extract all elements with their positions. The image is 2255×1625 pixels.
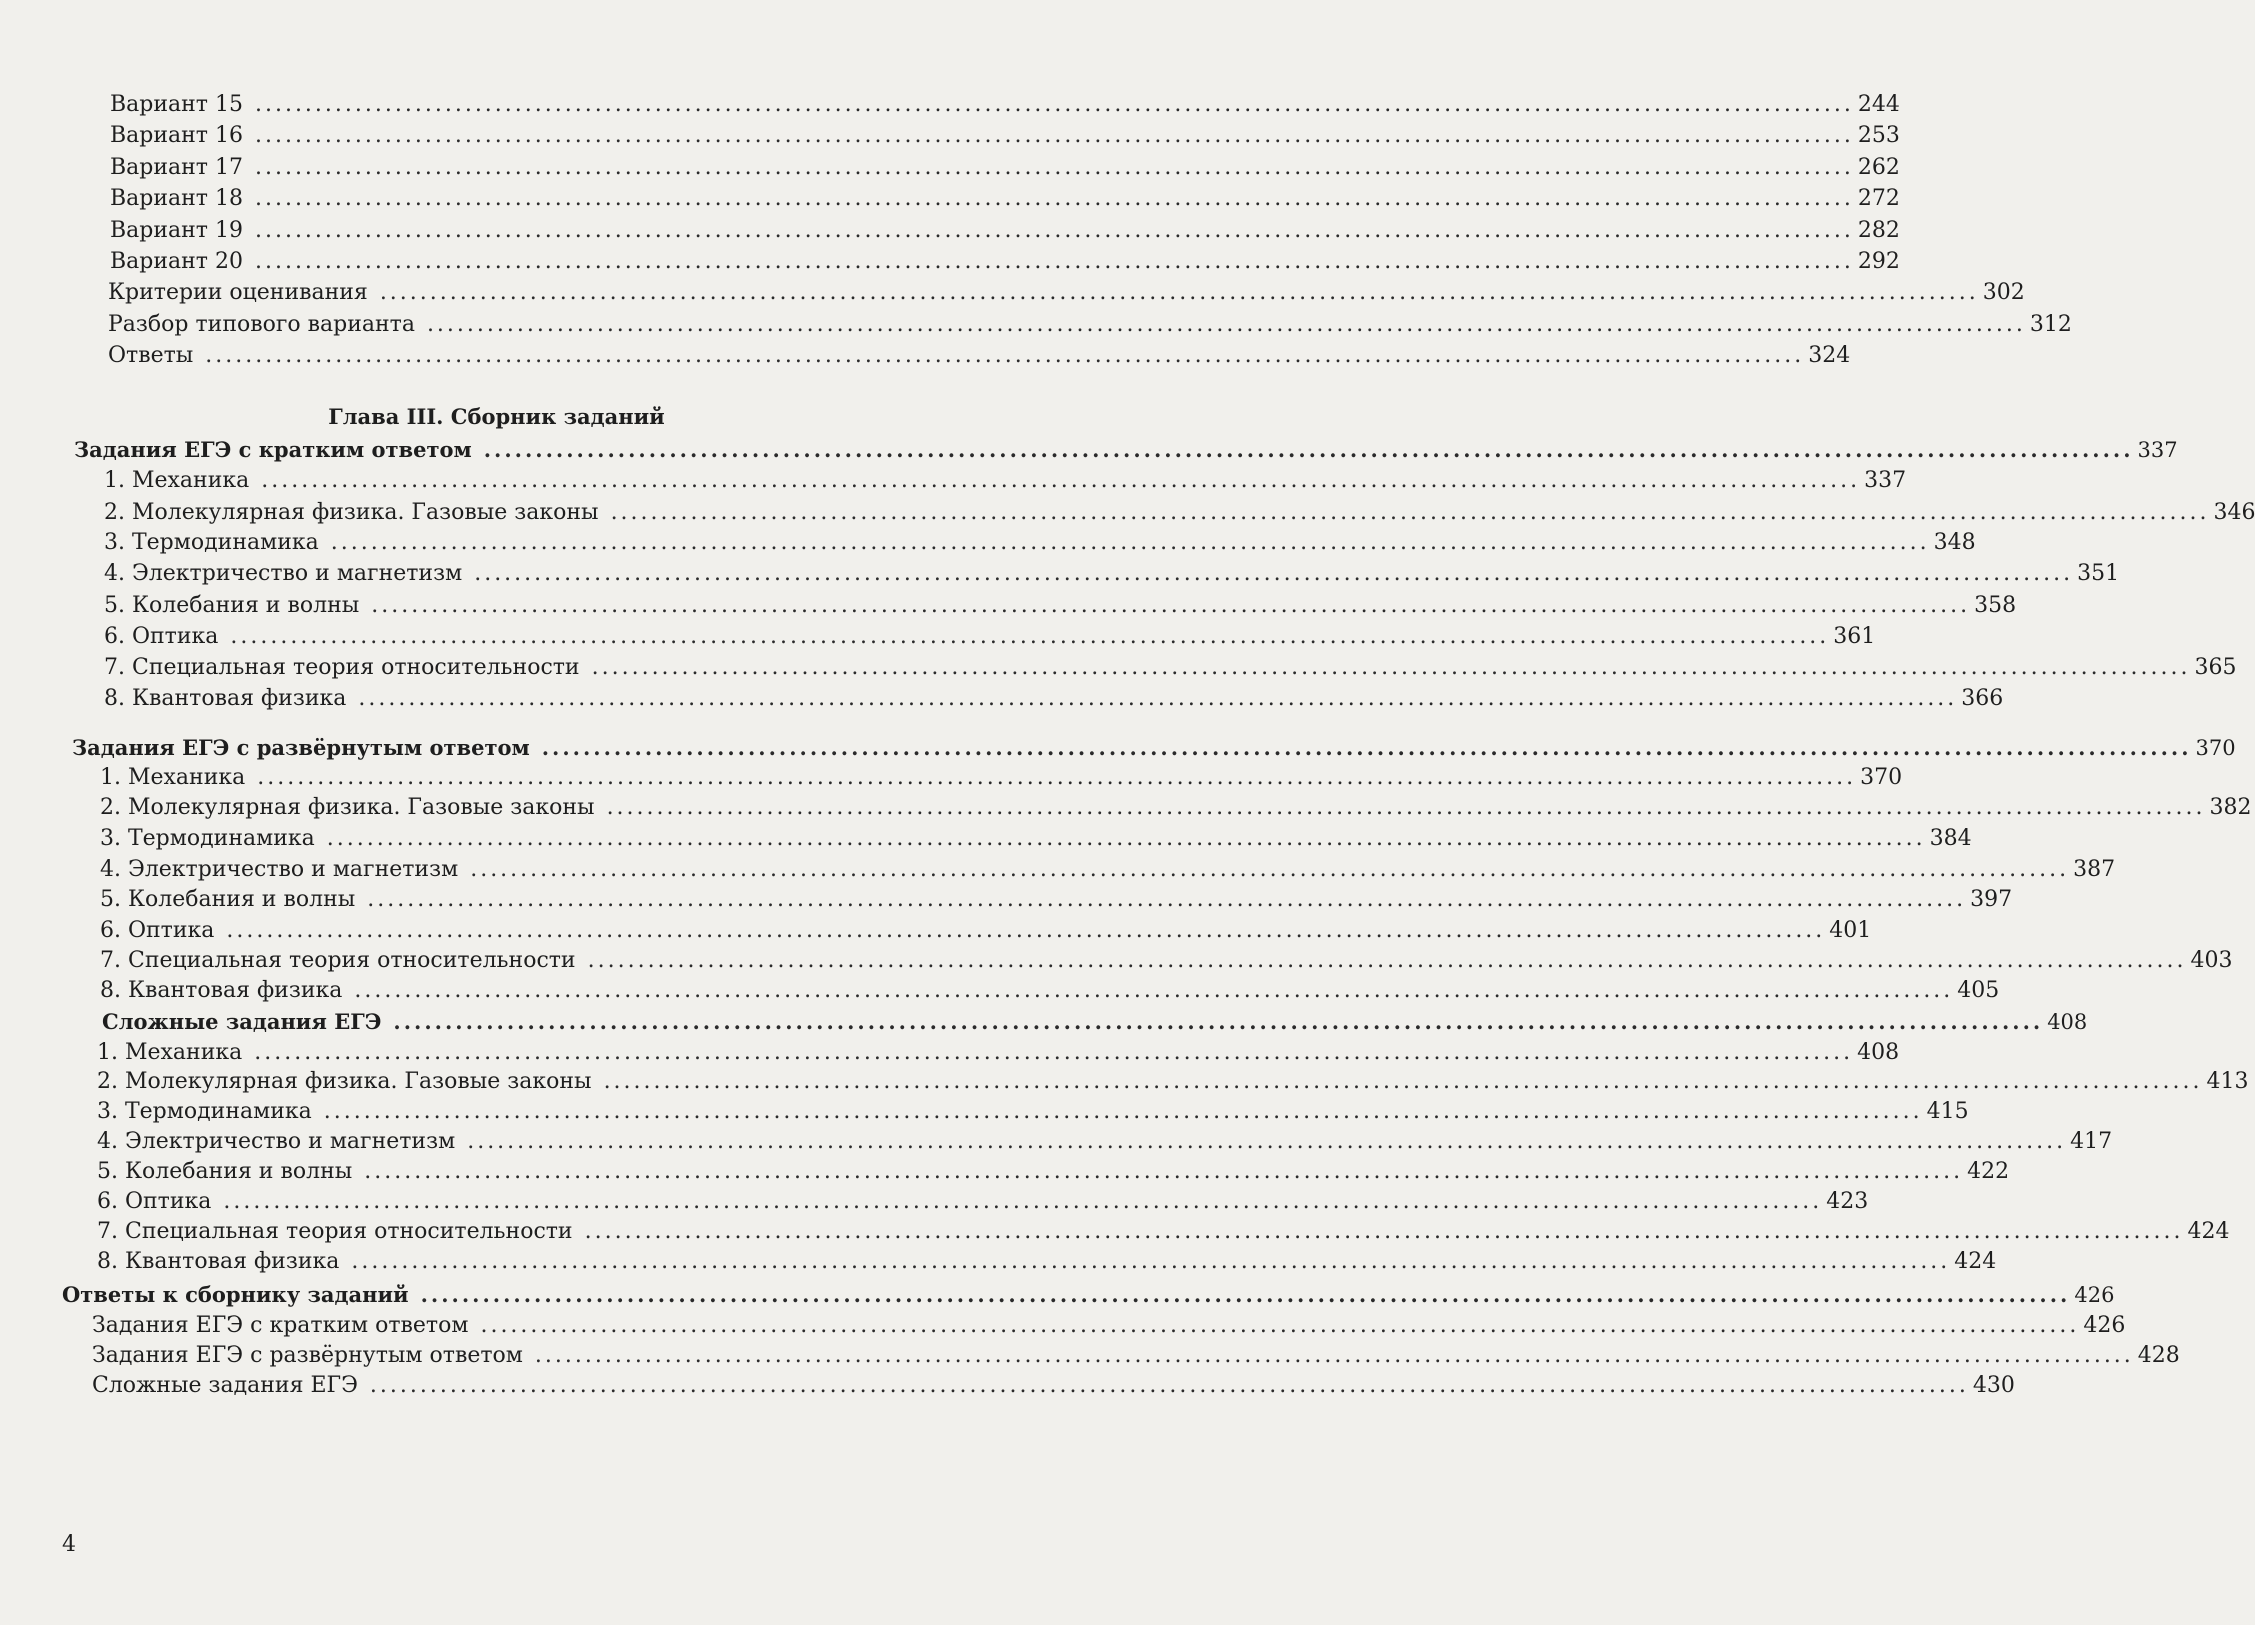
toc-entry-page: 337 bbox=[2137, 438, 2178, 462]
toc-leader-dots: ................................................................................................................................................................ bbox=[541, 735, 2192, 760]
toc-entry-title: Ответы к сборнику заданий bbox=[62, 1282, 409, 1307]
toc-leader-dots: ................................................................................................................................................................ bbox=[226, 918, 1826, 943]
toc-entry-title: 7. Специальная теория относительности bbox=[104, 655, 580, 680]
toc-entry bbox=[104, 468, 1907, 494]
toc-entry-page: 384 bbox=[1929, 826, 1972, 851]
toc-entry-page: 408 bbox=[2047, 1010, 2088, 1034]
toc-leader-dots: ................................................................................................................................................................ bbox=[254, 186, 1854, 212]
toc-entry-page: 430 bbox=[1972, 1373, 2015, 1398]
toc-entry bbox=[97, 1129, 2113, 1155]
page-number: 4 bbox=[62, 1532, 76, 1557]
toc-entry-title: Сложные задания ЕГЭ bbox=[92, 1373, 358, 1398]
toc-entry bbox=[92, 1313, 2126, 1339]
toc-entry-title: 1. Механика bbox=[100, 765, 246, 790]
toc-leader-dots: ................................................................................................................................................................ bbox=[254, 1040, 1854, 1065]
toc-entry-page: 423 bbox=[1826, 1189, 1869, 1214]
toc-entry-page: 337 bbox=[1864, 468, 1907, 493]
toc-entry-page: 426 bbox=[2074, 1283, 2115, 1307]
toc-entry-title: Критерии оценивания bbox=[108, 280, 368, 306]
toc-entry-page: 346 bbox=[2213, 500, 2255, 525]
toc-entry bbox=[97, 1069, 2249, 1095]
toc-entry-title: 5. Колебания и волны bbox=[97, 1159, 353, 1184]
toc-entry bbox=[92, 1373, 2015, 1399]
toc-entry-title: 8. Квантовая физика bbox=[97, 1249, 340, 1274]
toc-leader-dots: ................................................................................................................................................................ bbox=[367, 887, 1967, 912]
toc-entry-page: 387 bbox=[2073, 857, 2116, 882]
toc-entry-page: 401 bbox=[1829, 918, 1872, 943]
toc-entry-page: 351 bbox=[2077, 561, 2120, 586]
toc-leader-dots: ................................................................................................................................................................ bbox=[254, 249, 1854, 274]
toc-leader-dots: ................................................................................................................................................................ bbox=[474, 561, 2074, 586]
toc-section-heading bbox=[72, 735, 2236, 761]
toc-leader-dots: ................................................................................................................................................................ bbox=[369, 1373, 1969, 1398]
toc-leader-dots: ................................................................................................................................................................ bbox=[483, 437, 2134, 462]
toc-entry bbox=[97, 1219, 2230, 1245]
toc-entry bbox=[110, 249, 1900, 275]
toc-entry-title: 2. Молекулярная физика. Газовые законы bbox=[100, 795, 595, 820]
toc-leader-dots: ................................................................................................................................................................ bbox=[534, 1343, 2134, 1368]
toc-entry-page: 312 bbox=[2029, 311, 2072, 337]
toc-leader-dots: ................................................................................................................................................................ bbox=[354, 978, 1954, 1003]
toc-section-heading bbox=[74, 437, 2178, 463]
toc-entry-page: 282 bbox=[1857, 217, 1900, 243]
toc-entry-page: 424 bbox=[2187, 1219, 2230, 1244]
toc-entry-page: 426 bbox=[2083, 1313, 2126, 1338]
toc-entry bbox=[104, 655, 2237, 681]
toc-section-heading bbox=[102, 1009, 2088, 1035]
toc-entry bbox=[100, 887, 2013, 913]
toc-entry-title: 6. Оптика bbox=[100, 918, 215, 943]
toc-entry-page: 413 bbox=[2206, 1069, 2249, 1094]
toc-entry-page: 403 bbox=[2190, 948, 2233, 973]
toc-entry bbox=[100, 826, 1972, 852]
toc-entry-title: Вариант 20 bbox=[110, 249, 243, 274]
toc-entry-title: 8. Квантовая физика bbox=[104, 686, 347, 711]
toc-section-heading bbox=[62, 1282, 2115, 1308]
toc-leader-dots: ................................................................................................................................................................ bbox=[587, 948, 2187, 973]
toc-entry-page: 415 bbox=[1926, 1099, 1969, 1124]
toc-entry-title: 1. Механика bbox=[97, 1040, 243, 1065]
toc-leader-dots: ................................................................................................................................................................ bbox=[223, 1189, 1823, 1214]
toc-entry-title: Ответы bbox=[108, 343, 194, 369]
toc-entry bbox=[110, 123, 1900, 149]
toc-entry bbox=[100, 948, 2233, 974]
toc-entry-page: 324 bbox=[1808, 343, 1851, 369]
toc-entry-page: 262 bbox=[1857, 154, 1900, 180]
toc-leader-dots: ................................................................................................................................................................ bbox=[330, 530, 1930, 555]
toc-entry bbox=[110, 217, 1900, 244]
toc-leader-dots: ................................................................................................................................................................ bbox=[426, 311, 2026, 337]
toc-entry bbox=[100, 795, 2252, 821]
toc-entry-title: Задания ЕГЭ с кратким ответом bbox=[74, 437, 472, 462]
toc-entry-title: 3. Термодинамика bbox=[97, 1099, 312, 1124]
toc-leader-dots: ................................................................................................................................................................ bbox=[230, 624, 1830, 649]
toc-leader-dots: ................................................................................................................................................................ bbox=[364, 1159, 1964, 1184]
toc-entry-page: 292 bbox=[1857, 249, 1900, 274]
toc-entry bbox=[100, 918, 1872, 944]
toc-entry-page: 428 bbox=[2137, 1343, 2180, 1368]
toc-entry-page: 244 bbox=[1857, 92, 1900, 117]
toc-entry-title: 7. Специальная теория относительности bbox=[97, 1219, 573, 1244]
toc-leader-dots: ................................................................................................................................................................ bbox=[254, 154, 1854, 180]
toc-entry bbox=[108, 280, 2025, 306]
toc-leader-dots: ................................................................................................................................................................ bbox=[254, 123, 1854, 149]
toc-entry bbox=[100, 765, 1903, 791]
toc-entry-title: 8. Квантовая физика bbox=[100, 978, 343, 1003]
toc-leader-dots: ................................................................................................................................................................ bbox=[480, 1313, 2080, 1338]
toc-leader-dots: ................................................................................................................................................................ bbox=[261, 468, 1861, 493]
toc-entry bbox=[104, 500, 2255, 526]
toc-leader-dots: ................................................................................................................................................................ bbox=[205, 343, 1805, 369]
toc-leader-dots: ................................................................................................................................................................ bbox=[254, 217, 1854, 243]
toc-entry bbox=[104, 561, 2120, 587]
toc-entry-title: 2. Молекулярная физика. Газовые законы bbox=[97, 1069, 592, 1094]
toc-entry bbox=[104, 686, 2004, 712]
toc-entry bbox=[110, 186, 1900, 212]
toc-entry bbox=[104, 593, 2017, 619]
toc-entry bbox=[100, 978, 2000, 1004]
toc-entry-page: 358 bbox=[1974, 593, 2017, 618]
toc-entry-page: 302 bbox=[1982, 280, 2025, 306]
toc-entry bbox=[97, 1040, 1900, 1066]
toc-entry-page: 253 bbox=[1857, 123, 1900, 149]
toc-entry-title: Задания ЕГЭ с кратким ответом bbox=[92, 1313, 469, 1338]
toc-leader-dots: ................................................................................................................................................................ bbox=[420, 1282, 2071, 1307]
toc-entry-title: Разбор типового варианта bbox=[108, 311, 415, 337]
toc-entry bbox=[97, 1159, 2010, 1185]
toc-entry-page: 365 bbox=[2194, 655, 2237, 680]
toc-leader-dots: ................................................................................................................................................................ bbox=[584, 1219, 2184, 1244]
toc-entry-title: 6. Оптика bbox=[104, 624, 219, 649]
toc-leader-dots: ................................................................................................................................................................ bbox=[393, 1009, 2044, 1034]
toc-leader-dots: ................................................................................................................................................................ bbox=[257, 765, 1857, 790]
toc-leader-dots: ................................................................................................................................................................ bbox=[379, 280, 1979, 306]
toc-entry bbox=[110, 154, 1900, 181]
toc-entry bbox=[108, 311, 2072, 338]
toc-leader-dots: ................................................................................................................................................................ bbox=[326, 826, 1926, 851]
toc-leader-dots: ................................................................................................................................................................ bbox=[323, 1099, 1923, 1124]
toc-entry bbox=[97, 1099, 1969, 1125]
toc-entry-title: 3. Термодинамика bbox=[100, 826, 315, 851]
toc-entry-page: 370 bbox=[2195, 736, 2236, 760]
toc-entry-title: 3. Термодинамика bbox=[104, 530, 319, 555]
toc-entry-title: Сложные задания ЕГЭ bbox=[102, 1009, 382, 1034]
toc-entry-title: Вариант 15 bbox=[110, 92, 243, 117]
toc-entry bbox=[104, 530, 1976, 556]
toc-entry-title: 7. Специальная теория относительности bbox=[100, 948, 576, 973]
toc-entry-page: 408 bbox=[1857, 1040, 1900, 1065]
toc-entry-title: Задания ЕГЭ с развёрнутым ответом bbox=[92, 1343, 523, 1368]
toc-leader-dots: ................................................................................................................................................................ bbox=[371, 593, 1971, 618]
toc-entry-page: 417 bbox=[2070, 1129, 2113, 1154]
toc-entry-title: Вариант 17 bbox=[110, 154, 243, 180]
toc-entry-page: 382 bbox=[2209, 795, 2252, 820]
toc-entry bbox=[100, 857, 2116, 883]
toc-leader-dots: ................................................................................................................................................................ bbox=[591, 655, 2191, 680]
toc-entry bbox=[110, 92, 1900, 118]
toc-entry-title: 5. Колебания и волны bbox=[100, 887, 356, 912]
toc-leader-dots: ................................................................................................................................................................ bbox=[603, 1069, 2203, 1094]
toc-leader-dots: ................................................................................................................................................................ bbox=[351, 1249, 1951, 1274]
toc-leader-dots: ................................................................................................................................................................ bbox=[254, 92, 1854, 117]
toc-entry bbox=[104, 624, 1876, 650]
toc-entry-title: Вариант 16 bbox=[110, 123, 243, 149]
toc-entry-title: 1. Механика bbox=[104, 468, 250, 493]
toc-entry-title: 4. Электричество и магнетизм bbox=[100, 857, 459, 882]
toc-entry-page: 366 bbox=[1961, 686, 2004, 711]
toc-entry-page: 361 bbox=[1833, 624, 1876, 649]
toc-entry-title: 2. Молекулярная физика. Газовые законы bbox=[104, 500, 599, 525]
toc-entry bbox=[97, 1189, 1869, 1215]
toc-entry-title: Вариант 19 bbox=[110, 217, 243, 243]
toc-entry-title: 4. Электричество и магнетизм bbox=[104, 561, 463, 586]
toc-leader-dots: ................................................................................................................................................................ bbox=[470, 857, 2070, 882]
toc-entry bbox=[97, 1249, 1997, 1275]
toc-entry-title: 6. Оптика bbox=[97, 1189, 212, 1214]
toc-entry-page: 405 bbox=[1957, 978, 2000, 1003]
toc-entry-title: Задания ЕГЭ с развёрнутым ответом bbox=[72, 735, 530, 760]
toc-entry-page: 422 bbox=[1967, 1159, 2010, 1184]
toc-leader-dots: ................................................................................................................................................................ bbox=[610, 500, 2210, 525]
chapter-title: Глава III. Сборник заданий bbox=[328, 404, 665, 429]
toc-entry-title: Вариант 18 bbox=[110, 186, 243, 212]
toc-entry-title: 4. Электричество и магнетизм bbox=[97, 1129, 456, 1154]
toc-entry-page: 397 bbox=[1970, 887, 2013, 912]
toc-leader-dots: ................................................................................................................................................................ bbox=[467, 1129, 2067, 1154]
toc-entry-title: 5. Колебания и волны bbox=[104, 593, 360, 618]
toc-entry-page: 348 bbox=[1933, 530, 1976, 555]
toc-entry bbox=[108, 343, 1851, 369]
toc-entry-page: 370 bbox=[1860, 765, 1903, 790]
toc-entry-page: 424 bbox=[1954, 1249, 1997, 1274]
toc-entry-page: 272 bbox=[1857, 186, 1900, 212]
toc-leader-dots: ................................................................................................................................................................ bbox=[606, 795, 2206, 820]
toc-entry bbox=[92, 1343, 2180, 1369]
toc-leader-dots: ................................................................................................................................................................ bbox=[358, 686, 1958, 711]
